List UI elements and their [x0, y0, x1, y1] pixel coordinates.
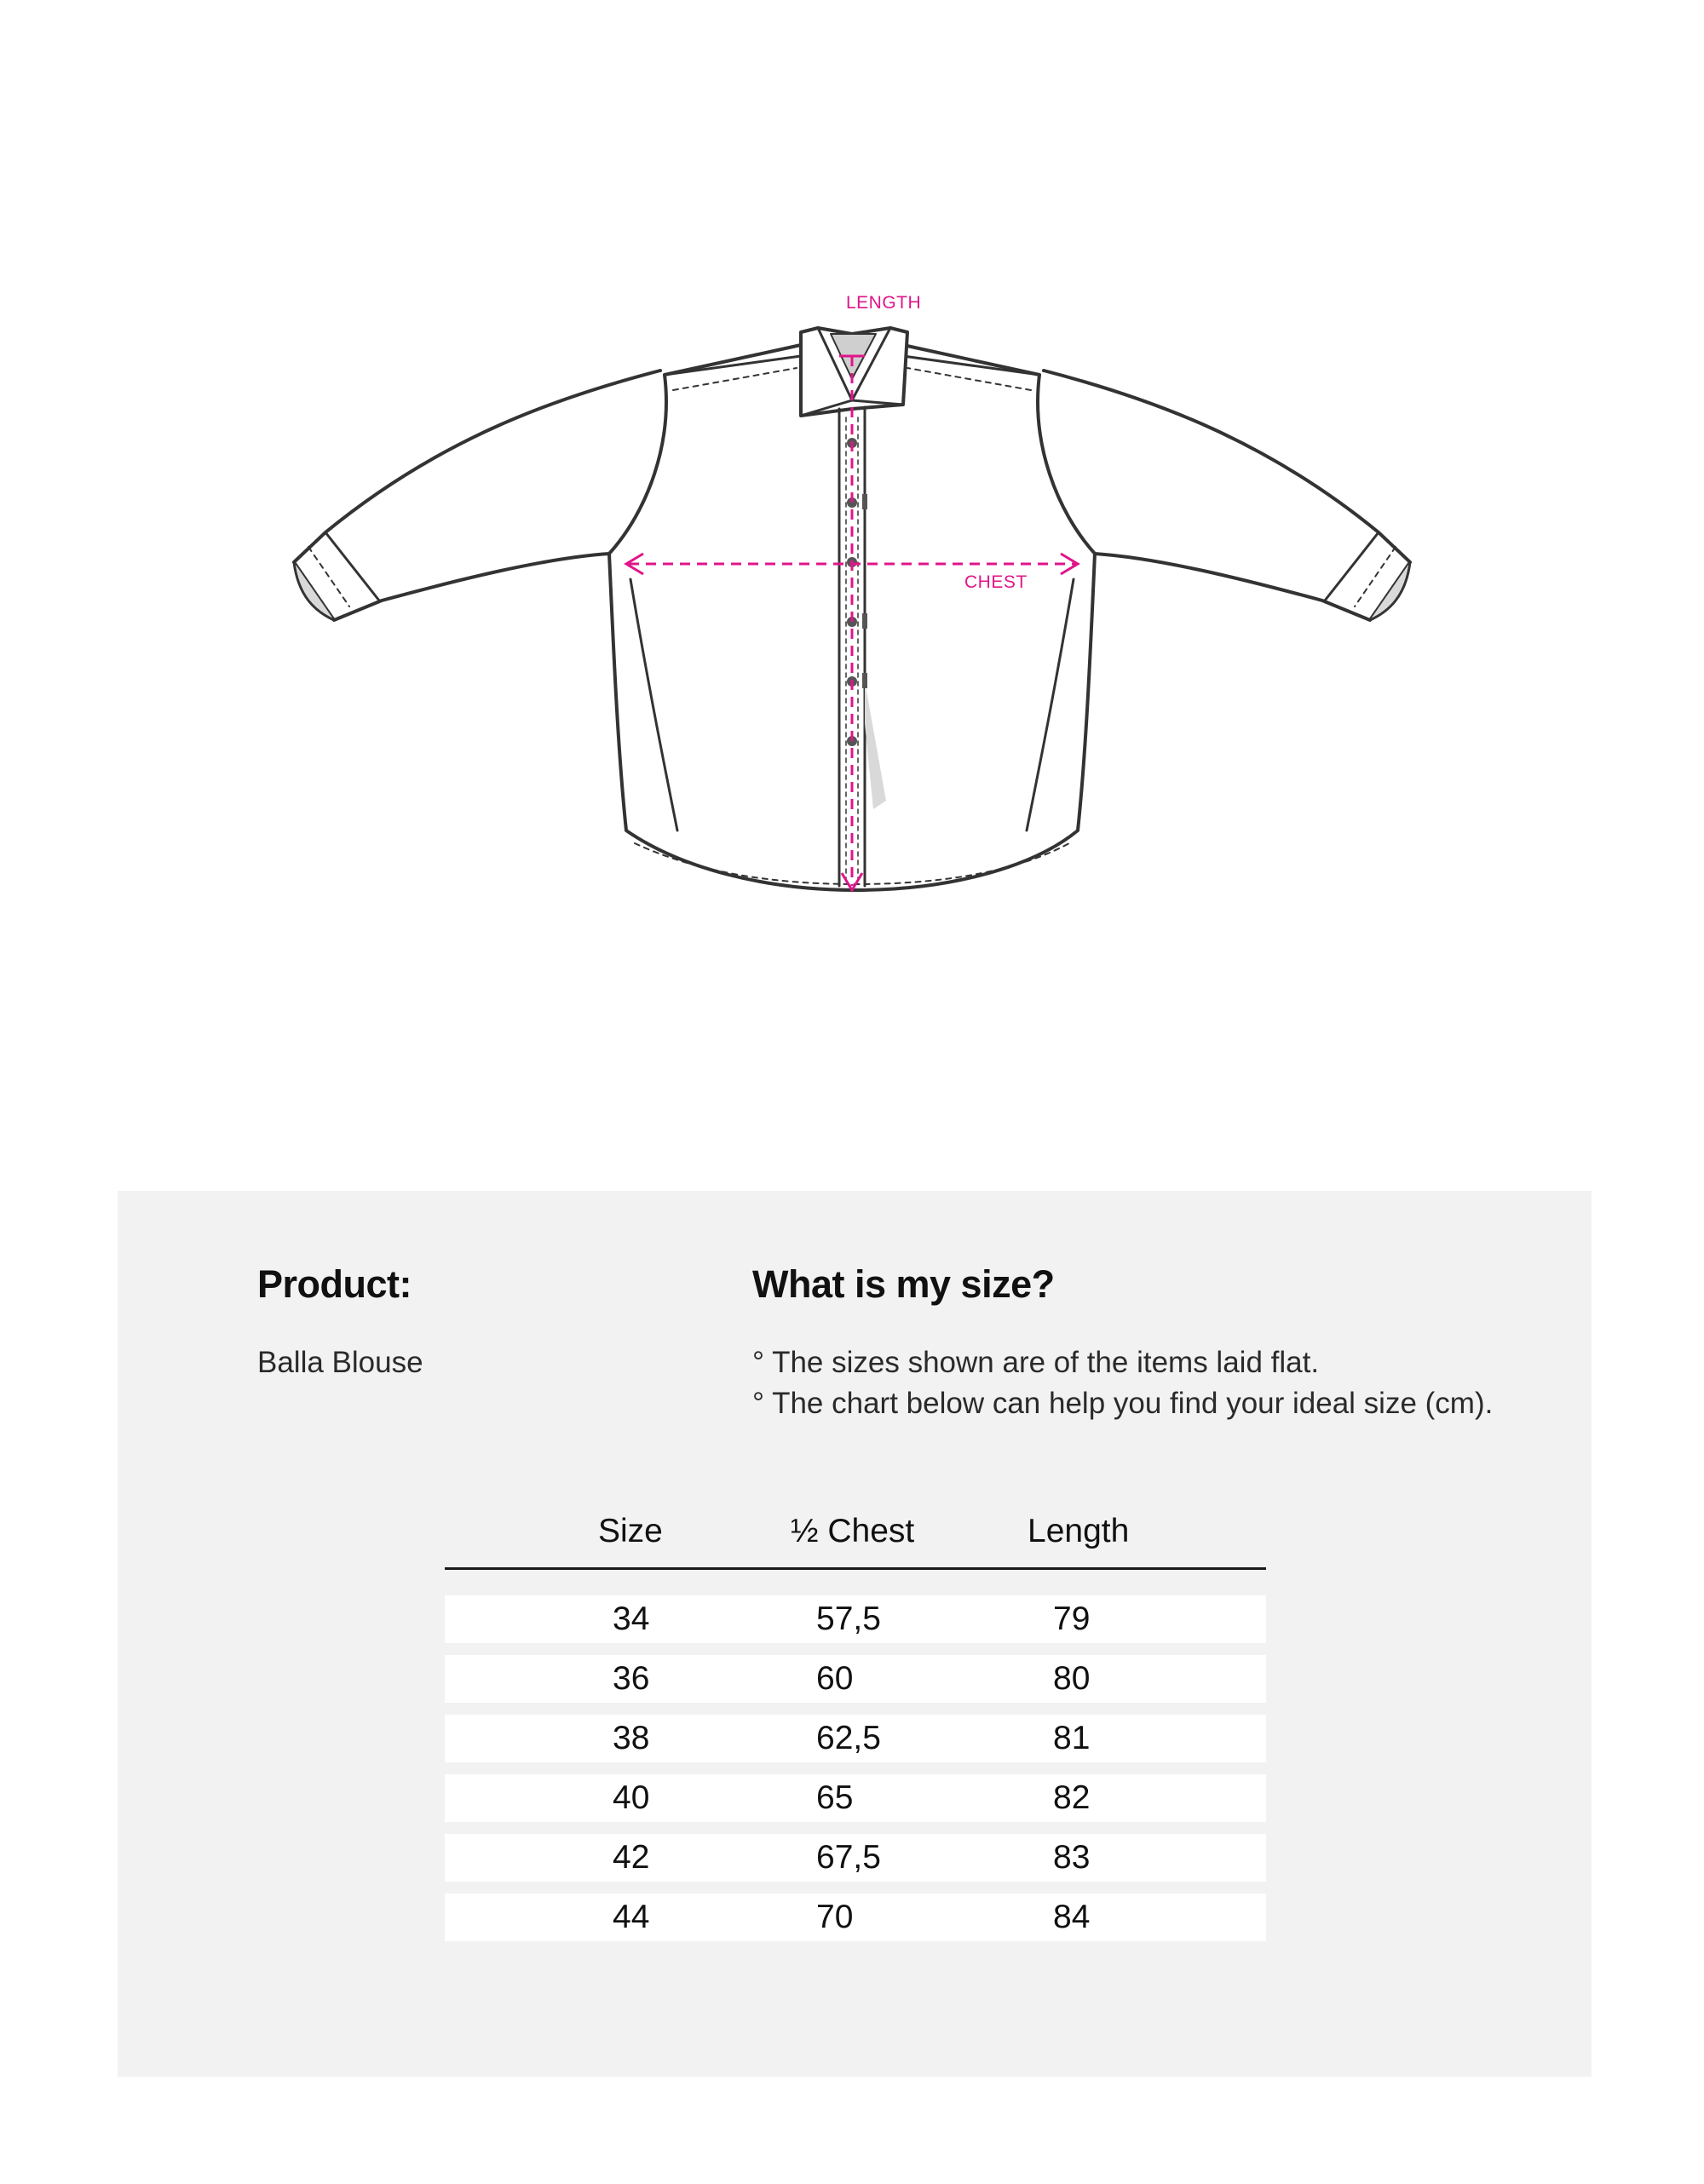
table-row — [445, 1834, 1266, 1882]
cell-size: 36 — [613, 1660, 650, 1697]
cell-size: 44 — [613, 1899, 650, 1935]
cell-length: 79 — [1053, 1601, 1091, 1637]
cell-half-chest: 70 — [816, 1899, 854, 1935]
cell-length: 83 — [1053, 1839, 1091, 1876]
cell-size: 38 — [613, 1720, 650, 1756]
right-sleeve — [1044, 371, 1410, 620]
cell-half-chest: 60 — [816, 1660, 854, 1697]
size-table — [445, 1506, 1266, 1953]
cell-length: 80 — [1053, 1660, 1091, 1697]
product-heading: Product: — [257, 1262, 412, 1306]
header-half-chest: ½ Chest — [791, 1513, 915, 1549]
cell-size: 42 — [613, 1839, 650, 1876]
table-row — [445, 1774, 1266, 1822]
chest-label: CHEST — [964, 572, 1028, 592]
size-help-heading: What is my size? — [752, 1262, 1055, 1306]
cell-length: 81 — [1053, 1720, 1091, 1756]
length-label: LENGTH — [846, 293, 922, 313]
header-length: Length — [1028, 1513, 1130, 1549]
table-row — [445, 1655, 1266, 1703]
cell-size: 34 — [613, 1601, 650, 1637]
cell-length: 82 — [1053, 1779, 1091, 1816]
table-row — [445, 1715, 1266, 1762]
size-note: ° The chart below can help you find your ideal size (cm). — [752, 1387, 1494, 1420]
cell-size: 40 — [613, 1779, 650, 1816]
cell-half-chest: 67,5 — [816, 1839, 881, 1876]
header-size: Size — [598, 1513, 663, 1549]
size-table-body — [445, 1595, 1266, 1941]
table-row — [445, 1894, 1266, 1941]
cell-half-chest: 65 — [816, 1779, 854, 1816]
size-help-notes — [752, 1342, 1493, 1424]
cell-length: 84 — [1053, 1899, 1091, 1935]
cell-half-chest: 62,5 — [816, 1720, 881, 1756]
size-info-panel — [118, 1191, 1592, 2077]
table-row — [445, 1595, 1266, 1643]
cell-half-chest: 57,5 — [816, 1601, 881, 1637]
product-name: Balla Blouse — [257, 1346, 423, 1379]
size-table-header — [445, 1506, 1266, 1570]
blouse-technical-drawing — [0, 0, 1704, 980]
left-sleeve — [294, 371, 660, 620]
size-note: ° The sizes shown are of the items laid flat. — [752, 1346, 1320, 1379]
